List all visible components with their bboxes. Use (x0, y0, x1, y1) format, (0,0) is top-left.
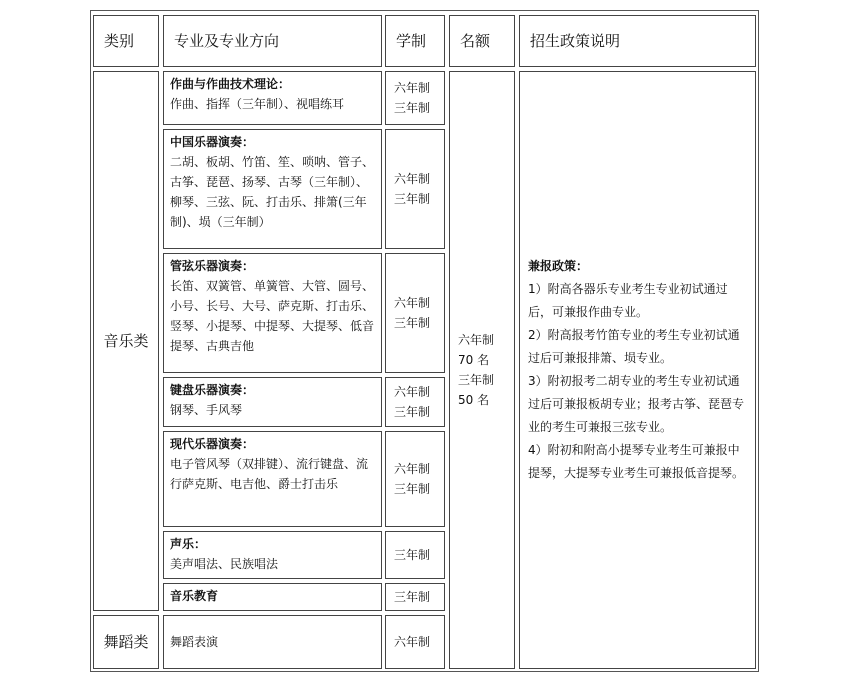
duration-music-education (385, 583, 445, 611)
header-duration: 学制 (385, 15, 445, 67)
policy-item: 4）附初和附高小提琴专业考生可兼报中提琴，大提琴专业考生可兼报低音提琴。 (528, 443, 745, 480)
enrollment-table (90, 10, 759, 672)
major-modern-instruments (163, 431, 382, 527)
major-desc: 电子管风琴（双排键）、流行键盘、流行萨克斯、电吉他、爵士打击乐 (170, 457, 369, 491)
duration-orchestral-instruments (385, 253, 445, 373)
quota-line: 70 名 (458, 353, 490, 367)
header-category: 类别 (93, 15, 159, 67)
duration-value: 三年制 (394, 405, 431, 419)
category-music: 音乐类 (93, 71, 159, 611)
duration-value: 六年制 (394, 635, 431, 649)
major-title: 作曲与作曲技术理论： (170, 77, 291, 91)
major-title: 现代乐器演奏： (170, 437, 255, 451)
major-title: 声乐： (170, 537, 207, 551)
duration-value: 六年制 (394, 385, 431, 399)
duration-value: 三年制 (394, 590, 431, 604)
major-title: 管弦乐器演奏： (170, 259, 255, 273)
duration-value: 三年制 (394, 316, 431, 330)
duration-dance-performance (385, 615, 445, 669)
header-major: 专业及专业方向 (163, 15, 382, 67)
policy-item: 2）附高报考竹笛专业的考生专业初试通过后可兼报排箫、埙专业。 (528, 328, 740, 365)
major-desc: 长笛、双簧管、单簧管、大管、圆号、小号、长号、大号、萨克斯、打击乐、竖琴、小提琴、中提琴、大提琴、低音提琴、古典吉他 (170, 279, 375, 353)
duration-value: 三年制 (394, 548, 431, 562)
major-vocal (163, 531, 382, 579)
major-title: 键盘乐器演奏： (170, 383, 255, 397)
quota-cell (449, 71, 515, 669)
policy-item: 3）附初报考二胡专业的考生专业初试通过后可兼报板胡专业；报考古筝、琵琶专业的考生可兼报三弦专业。 (528, 374, 745, 434)
duration-composition (385, 71, 445, 125)
policy-title: 兼报政策： (528, 259, 589, 273)
duration-chinese-instruments (385, 129, 445, 249)
major-title: 中国乐器演奏： (170, 135, 255, 149)
major-desc: 作曲、指挥（三年制）、视唱练耳 (170, 97, 345, 111)
duration-value: 三年制 (394, 101, 431, 115)
duration-value: 三年制 (394, 192, 431, 206)
policy-cell (519, 71, 756, 669)
duration-value: 六年制 (394, 81, 431, 95)
major-orchestral-instruments (163, 253, 382, 373)
duration-vocal (385, 531, 445, 579)
major-title: 音乐教育 (170, 589, 219, 603)
major-desc: 二胡、板胡、竹笛、笙、唢呐、管子、古筝、琵琶、扬琴、古琴（三年制）、柳琴、三弦、阮、打击乐、排箫(三年制)、埙（三年制） (170, 155, 375, 229)
major-desc: 美声唱法、民族唱法 (170, 557, 279, 571)
duration-value: 六年制 (394, 296, 431, 310)
category-dance: 舞蹈类 (93, 615, 159, 669)
major-desc: 舞蹈表演 (170, 635, 219, 649)
header-quota: 名额 (449, 15, 515, 67)
duration-keyboard-instruments (385, 377, 445, 427)
header-policy: 招生政策说明 (519, 15, 756, 67)
major-keyboard-instruments (163, 377, 382, 427)
policy-item: 1）附高各器乐专业考生专业初试通过后，可兼报作曲专业。 (528, 282, 728, 319)
quota-line: 三年制 (458, 373, 495, 387)
quota-line: 六年制 (458, 333, 495, 347)
major-chinese-instruments (163, 129, 382, 249)
major-composition (163, 71, 382, 125)
major-dance-performance (163, 615, 382, 669)
duration-value: 六年制 (394, 172, 431, 186)
quota-line: 50 名 (458, 393, 490, 407)
major-desc: 钢琴、手风琴 (170, 403, 243, 417)
duration-value: 六年制 (394, 462, 431, 476)
duration-modern-instruments (385, 431, 445, 527)
duration-value: 三年制 (394, 482, 431, 496)
major-music-education (163, 583, 382, 611)
